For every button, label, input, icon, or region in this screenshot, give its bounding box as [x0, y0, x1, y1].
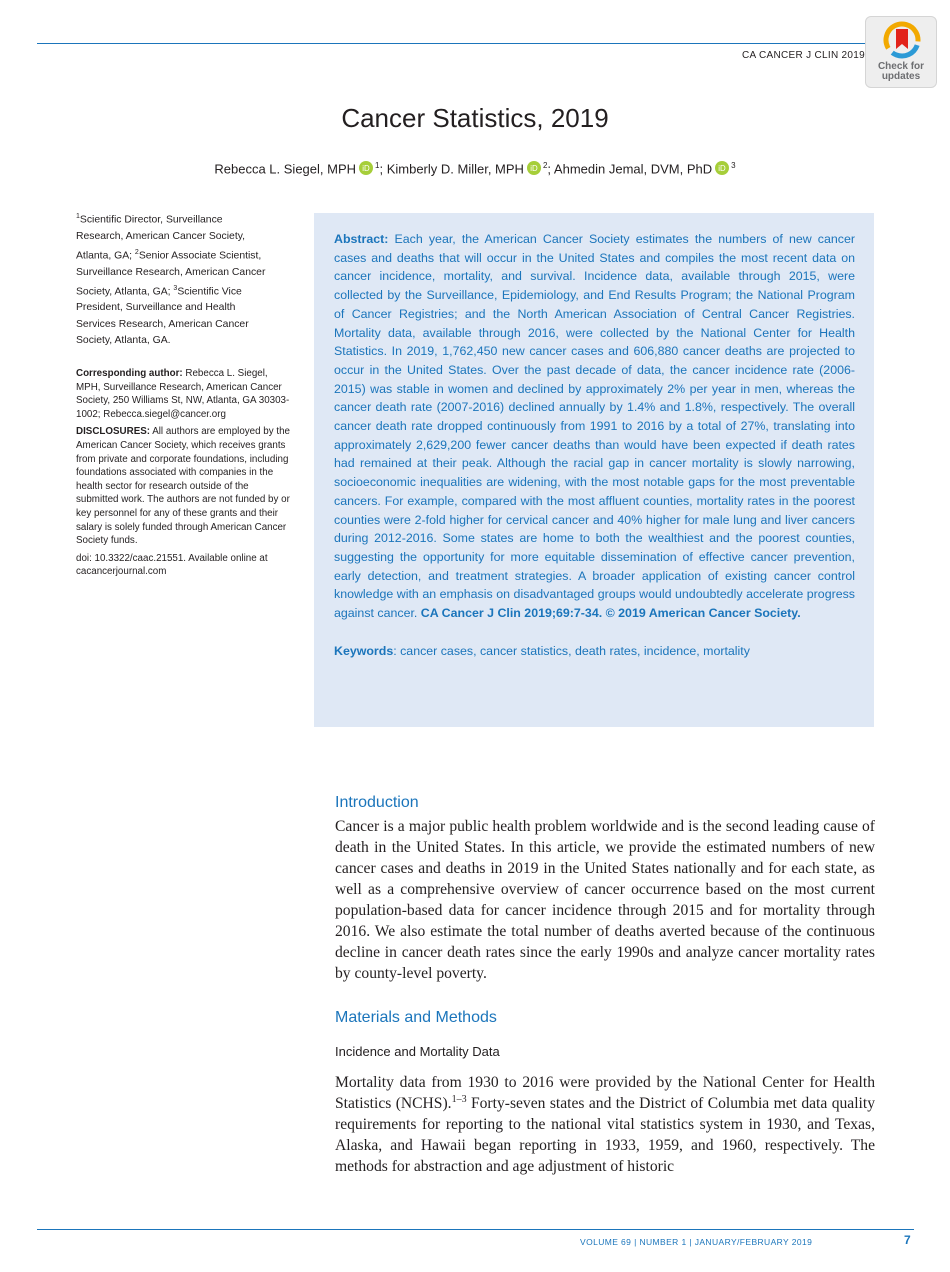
issue-info: VOLUME 69 | NUMBER 1 | JANUARY/FEBRUARY 2019	[580, 1237, 813, 1247]
keywords: Keywords: cancer cases, cancer statistics, death rates, incidence, mortality	[334, 643, 750, 658]
check-for-updates-icon	[883, 21, 921, 59]
corresponding-author: Corresponding author: Rebecca L. Siegel, MPH, Surveillance Research, American Cancer Society, 250 Williams St, NW, Atlanta, GA 30303-1002; Rebecca.siegel@cancer.org	[76, 368, 290, 420]
introduction-heading: Introduction	[335, 794, 419, 811]
author-affil-ref: 2	[542, 161, 548, 170]
abstract-text: Abstract: Each year, the American Cancer Society estimates the numbers of new cancer cases and deaths that will occur in the United States and compiles the most recent data on cancer incidence, mortality, and survival. Incidence data, available through 2015, were collected by the Surveillance, Epidemiology, and End Results Program; the National Program of Cancer Registries; and the North American Association of Central Cancer Registries. Mortality data, available through 2016, were collected by the National Center for Health Statistics. In 2019, 1,762,450 new cancer cases and 606,880 cancer deaths are projected to occur in the United States. Over the past decade of data, the cancer incidence rate (2006-2015) was stable in women and declined by approximately 2% per year in men, whereas the cancer death rate (2007-2016) declined annually by 1.4% and 1.8%, respectively. The overall cancer death rate dropped continuously from 1991 to 2016 by a total of 27%, translating into approximately 2,629,200 fewer cancer deaths than would have been expected if death rates had remained at their peak. Although the racial gap in cancer mortality is slowly narrowing, socioeconomic inequalities are widening, with the most notable gaps for the most preventable cancers. For example, compared with the most affluent counties, mortality rates in the poorest counties were 2-fold higher for cervical cancer and 40% higher for male lung and liver cancers during 2012-2016. Some states are home to both the wealthiest and the poorest counties, suggesting the opportunity for more equitable dissemination of effective cancer prevention, early detection, and treatment strategies. A broader application of existing cancer control knowledge with an emphasis on disadvantaged groups would undoubtedly accelerate progress against cancer. CA Cancer J Clin 2019;69:7-34. © 2019 American Cancer Society.	[334, 232, 855, 621]
header-rule	[37, 43, 909, 44]
methods-paragraph: Mortality data from 1930 to 2016 were provided by the National Center for Health Statistics (NCHS).$^{1-3}$ Forty-seven states and the District of Columbia met data quality requirements for reporting to the national vital statistics system in 1930, and Texas, Alaska, and Hawaii began reporting in 1933, 1959, and 1960, respectively. The methods for abstraction and age adjustment of historic	[335, 1074, 875, 1175]
orcid-icon[interactable]	[715, 161, 729, 175]
svg-text:iD: iD	[530, 164, 538, 174]
abstract-box	[314, 213, 874, 727]
svg-text:iD: iD	[362, 164, 370, 174]
reference-citation[interactable]: 1–3	[451, 1093, 467, 1105]
introduction-paragraph: Cancer is a major public health problem worldwide and is the second leading cause of death in the United States. In this article, we provide the estimated numbers of new cancer cases and deaths in 2019 in the United States nationally and for each state, as well as a comprehensive overview of cancer occurrence based on the most current population-based data for cancer incidence through 2015 and for mortality through 2016. We also estimate the total number of deaths averted because of the continuous decline in cancer death rates since the early 1990s and analyze cancer mortality rates by county-level poverty.	[335, 818, 875, 982]
affiliations: $^1$Scientific Director, Surveillance Research, American Cancer Society, Atlanta, GA; $^2$Senior Associate Scientist, Surveillance Research, American Cancer Society, Atlanta, GA; $^3$Scientific Vice President, Surveillance and Health Services Research, American Cancer Society, Atlanta, GA.	[76, 213, 266, 346]
check-for-updates-badge[interactable]	[865, 16, 937, 88]
author-affil-ref: 3	[731, 161, 736, 170]
author-name: Ahmedin Jemal, DVM, PhD	[553, 161, 713, 177]
svg-text:iD: iD	[718, 164, 726, 174]
footer-rule	[37, 1229, 914, 1230]
abstract-citation: CA Cancer J Clin 2019;69:7-34. © 2019 American Cancer Society.	[420, 606, 801, 621]
orcid-icon[interactable]	[527, 161, 541, 175]
abstract-label: Abstract:	[334, 232, 389, 246]
check-for-updates-label: Check for updates	[877, 61, 925, 82]
article-title: Cancer Statistics, 2019	[341, 103, 609, 133]
author-name: Kimberly D. Miller, MPH	[386, 161, 524, 177]
doi-note: doi: 10.3322/caac.21551. Available online at cacancerjournal.com	[76, 552, 268, 578]
disclosures: DISCLOSURES: All authors are employed by the American Cancer Society, which receives grants from private and corporate foundations, including foundations associated with companies in the health sector for research outside of the submitted work. The authors are not funded by or key personnel for any of these grants and their salary is solely funded through American Cancer Society funds.	[76, 426, 290, 547]
author-affil-ref: 1	[375, 161, 380, 170]
page-number: 7	[904, 1233, 911, 1247]
methods-subheading: Incidence and Mortality Data	[335, 1044, 500, 1059]
methods-heading: Materials and Methods	[335, 1009, 497, 1026]
orcid-icon[interactable]	[359, 161, 373, 175]
article-notes	[76, 367, 291, 583]
author-name: Rebecca L. Siegel, MPH	[214, 161, 357, 177]
author-list: Rebecca L. Siegel, MPH iD $^1$; Kimberly D. Miller, MPH iD $^2$; Ahmedin Jemal, DVM, PhD iD $^3$	[214, 161, 736, 177]
journal-tag: CA CANCER J CLIN 2019	[741, 50, 865, 61]
